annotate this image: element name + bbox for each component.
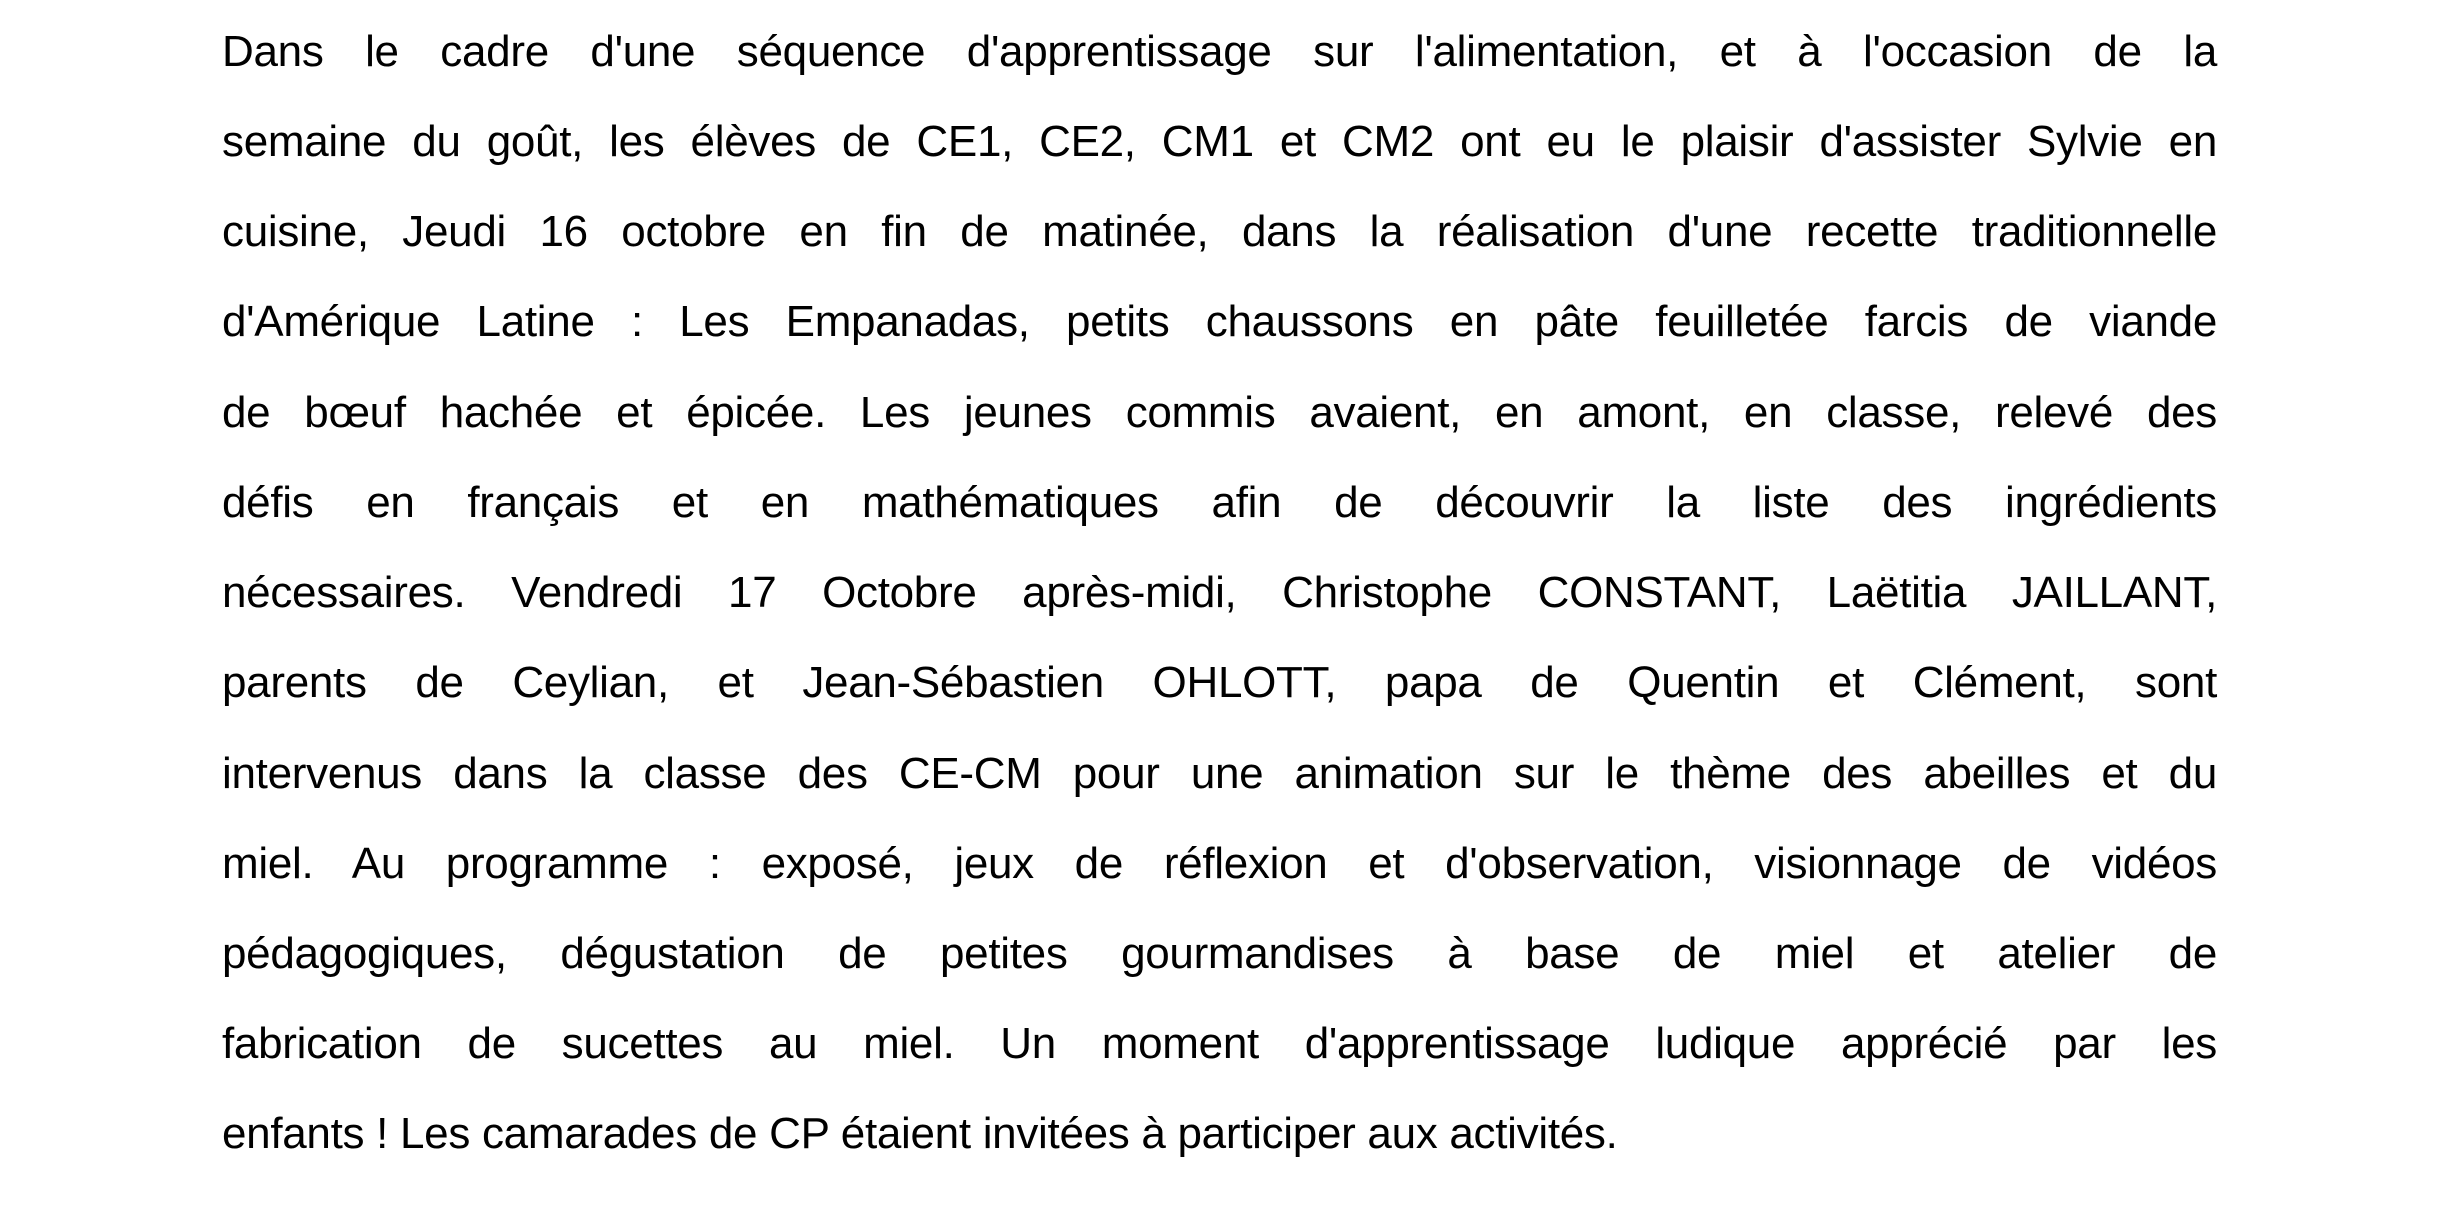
paragraph-line: miel. Au programme : exposé, jeux de réflexion et d'observation, visionnage de vidéos [222, 839, 2217, 888]
paragraph-line: Dans le cadre d'une séquence d'apprentissage sur l'alimentation, et à l'occasion de la [222, 27, 2217, 76]
paragraph-line: fabrication de sucettes au miel. Un moment d'apprentissage ludique apprécié par les [222, 1019, 2217, 1068]
paragraph-line: parents de Ceylian, et Jean-Sébastien OHLOTT, papa de Quentin et Clément, sont [222, 658, 2217, 707]
paragraph-line: nécessaires. Vendredi 17 Octobre après-midi, Christophe CONSTANT, Laëtitia JAILLANT, [222, 568, 2217, 617]
paragraph-line: semaine du goût, les élèves de CE1, CE2, CM1 et CM2 ont eu le plaisir d'assister Sylvie en [222, 117, 2217, 166]
paragraph-line: cuisine, Jeudi 16 octobre en fin de matinée, dans la réalisation d'une recette traditionnelle [222, 207, 2217, 256]
paragraph-line: pédagogiques, dégustation de petites gourmandises à base de miel et atelier de [222, 929, 2217, 978]
paragraph-line: défis en français et en mathématiques afin de découvrir la liste des ingrédients [222, 478, 2217, 527]
paragraph-line-last: enfants ! Les camarades de CP étaient invitées à participer aux activités. [222, 1109, 1618, 1158]
paragraph-line: de bœuf hachée et épicée. Les jeunes commis avaient, en amont, en classe, relevé des [222, 388, 2217, 437]
paragraph-line: intervenus dans la classe des CE-CM pour une animation sur le thème des abeilles et du [222, 749, 2217, 798]
paragraph-line: d'Amérique Latine : Les Empanadas, petits chaussons en pâte feuilletée farcis de viande [222, 297, 2217, 346]
